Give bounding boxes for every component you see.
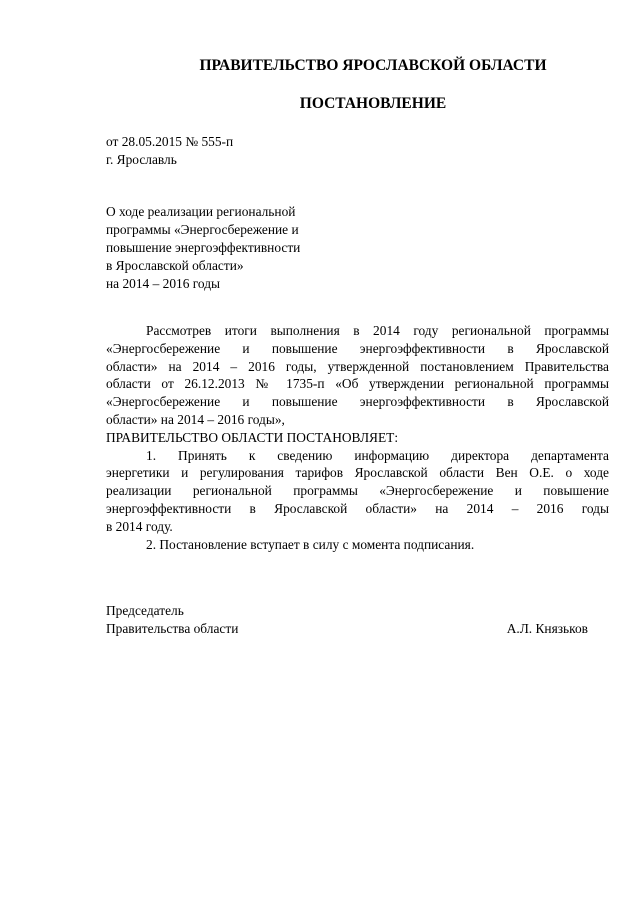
signatory-title: Правительства области: [106, 621, 239, 636]
document-date-number: от 28.05.2015 № 555-п: [106, 134, 234, 149]
subject-line: О ходе реализации региональной: [106, 204, 296, 219]
subject-line: программы «Энергосбережение и: [106, 222, 299, 237]
document-type-title: ПОСТАНОВЛЕНИЕ: [299, 95, 447, 112]
document-body: [106, 322, 609, 553]
preamble-line: области» на 2014 – 2016 годы»,: [106, 411, 285, 427]
item-1-line: реализации региональной программы «Энергосбережение и повышение: [106, 483, 609, 499]
government-header: ПРАВИТЕЛЬСТВО ЯРОСЛАВСКОЙ ОБЛАСТИ: [199, 57, 547, 74]
preamble-line: «Энергосбережение и повышение энергоэффективности в Ярославской: [106, 394, 609, 410]
item-1-line: энергетики и регулирования тарифов Ярославской области Вен О.Е. о ходе: [106, 465, 609, 481]
signatory-title: Председатель: [106, 603, 184, 618]
preamble-line: области от 26.12.2013 № 1735-п «Об утверждении региональной программы: [106, 376, 609, 392]
item-1-line: в 2014 году.: [106, 518, 173, 534]
item-1-line: энергоэффективности в Ярославской области» на 2014 – 2016 годы: [106, 500, 609, 516]
resolution-statement: ПРАВИТЕЛЬСТВО ОБЛАСТИ ПОСТАНОВЛЯЕТ:: [106, 429, 399, 445]
item-2: 2. Постановление вступает в силу с момента подписания.: [146, 536, 475, 552]
document-subject: [106, 203, 300, 293]
subject-line: в Ярославской области»: [106, 258, 244, 273]
item-1-line: 1. Принять к сведению информацию директора департамента: [146, 447, 609, 463]
signature-block: [106, 602, 588, 638]
preamble-line: «Энергосбережение и повышение энергоэффективности в Ярославской: [106, 340, 609, 356]
preamble-line: области» на 2014 – 2016 годы, утвержденной постановлением Правительства: [106, 358, 609, 374]
preamble-line: Рассмотрев итоги выполнения в 2014 году региональной программы: [146, 323, 609, 338]
document-city: г. Ярославль: [106, 152, 177, 167]
signature-row: [106, 620, 588, 638]
signatory-name: А.Л. Князьков: [506, 621, 588, 636]
subject-line: повышение энергоэффективности: [106, 240, 301, 255]
subject-line: на 2014 – 2016 годы: [106, 276, 221, 291]
